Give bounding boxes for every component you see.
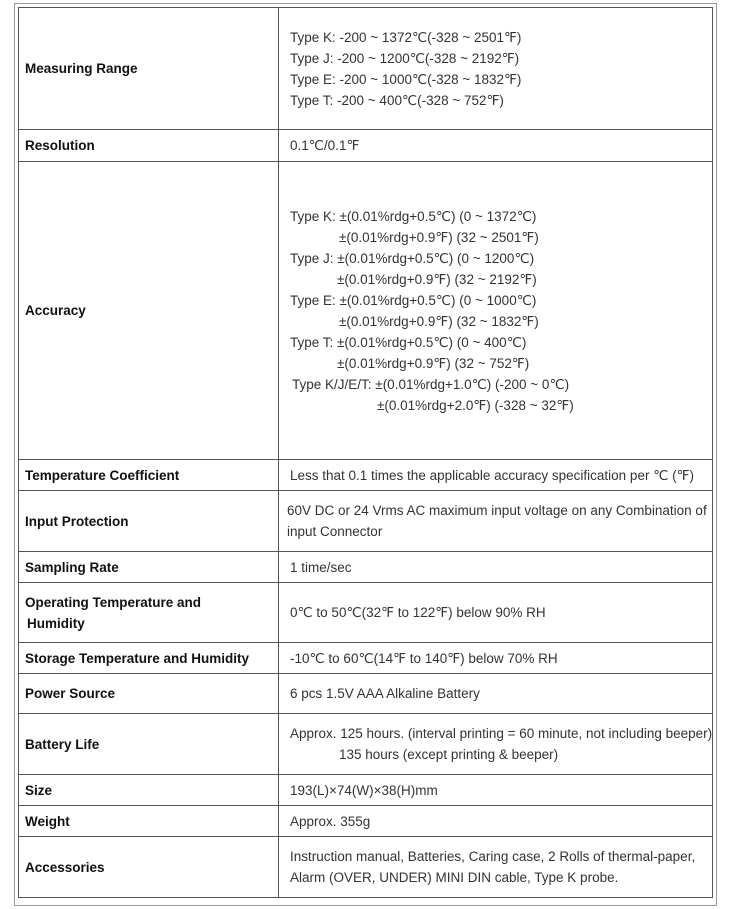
- value-line: Less that 0.1 times the applicable accuracy specification per ℃ (℉): [290, 467, 694, 483]
- row-value: [279, 162, 713, 460]
- row-value: [279, 643, 713, 674]
- row-value: [279, 714, 713, 775]
- row-value: [279, 837, 713, 898]
- row-label: Accuracy: [19, 162, 279, 460]
- value-line: Type J: -200 ~ 1200℃(-328 ~ 2192℉): [290, 50, 520, 66]
- value-line: Approx. 355g: [290, 813, 371, 829]
- value-line: ±(0.01%rdg+0.9℉) (32 ~ 752℉): [337, 355, 530, 371]
- value-line: Approx. 125 hours. (interval printing = 60 minute, not including beeper): [290, 726, 713, 741]
- row-label: Battery Life: [19, 714, 279, 775]
- row-label: Storage Temperature and Humidity: [19, 643, 279, 674]
- value-line: 193(L)×74(W)×38(H)mm: [290, 782, 438, 798]
- row-label-line: Humidity: [27, 615, 85, 631]
- table-row: [19, 460, 713, 491]
- table-row: [19, 775, 713, 806]
- table-row: [19, 583, 713, 643]
- value-line: Type E: -200 ~ 1000℃(-328 ~ 1832℉): [290, 71, 522, 87]
- table-row: [19, 674, 713, 714]
- value-line: ±(0.01%rdg+0.9℉) (32 ~ 2501℉): [339, 229, 539, 245]
- row-label: Size: [19, 775, 279, 806]
- value-line: Instruction manual, Batteries, Caring case, 2 Rolls of thermal-paper, Alarm (OVER, UNDER) MINI DIN cable, Type K probe.: [290, 849, 696, 885]
- table-row: [19, 643, 713, 674]
- value-line: Type T: ±(0.01%rdg+0.5℃) (0 ~ 400℃): [290, 334, 527, 350]
- row-value: [279, 552, 713, 583]
- table-row: [19, 714, 713, 775]
- row-label: Sampling Rate: [19, 552, 279, 583]
- row-label: Measuring Range: [19, 8, 279, 130]
- row-value: [279, 806, 713, 837]
- row-label: [19, 583, 279, 643]
- value-line: Type K/J/E/T: ±(0.01%rdg+1.0℃) (-200 ~ 0℃): [292, 376, 570, 392]
- row-value: [279, 130, 713, 162]
- value-line: 135 hours (except printing & beeper): [339, 747, 559, 762]
- row-label: Weight: [19, 806, 279, 837]
- row-value: [279, 460, 713, 491]
- table-row: [19, 552, 713, 583]
- row-label: Accessories: [19, 837, 279, 898]
- value-line: Type J: ±(0.01%rdg+0.5℃) (0 ~ 1200℃): [290, 250, 535, 266]
- table-row: [19, 162, 713, 460]
- row-label: Input Protection: [19, 491, 279, 552]
- value-line: 0℃ to 50℃(32℉ to 122℉) below 90% RH: [290, 605, 546, 620]
- row-value: [279, 775, 713, 806]
- value-line: Type T: -200 ~ 400℃(-328 ~ 752℉): [290, 92, 504, 108]
- value-line: 60V DC or 24 Vrms AC maximum input voltage on any Combination of input Connector: [287, 503, 707, 539]
- row-value: [279, 674, 713, 714]
- value-line: Type E: ±(0.01%rdg+0.5℃) (0 ~ 1000℃): [290, 292, 537, 308]
- value-line: ±(0.01%rdg+0.9℉) (32 ~ 2192℉): [337, 271, 537, 287]
- row-value: [279, 8, 713, 130]
- value-line: 0.1℃/0.1℉: [290, 138, 360, 153]
- table-row: [19, 806, 713, 837]
- value-line: -10℃ to 60℃(14℉ to 140℉) below 70% RH: [290, 650, 558, 666]
- table-row: [19, 8, 713, 130]
- value-line: Type K: -200 ~ 1372℃(-328 ~ 2501℉): [290, 29, 522, 45]
- value-line: ±(0.01%rdg+0.9℉) (32 ~ 1832℉): [339, 313, 539, 329]
- value-line: Type K: ±(0.01%rdg+0.5℃) (0 ~ 1372℃): [290, 208, 537, 224]
- value-line: 6 pcs 1.5V AAA Alkaline Battery: [290, 686, 480, 701]
- value-line: 1 time/sec: [290, 559, 352, 575]
- row-label: Temperature Coefficient: [19, 460, 279, 491]
- spec-table: [18, 7, 713, 898]
- value-line: ±(0.01%rdg+2.0℉) (-328 ~ 32℉): [377, 397, 574, 413]
- row-label: Power Source: [19, 674, 279, 714]
- row-label: Resolution: [19, 130, 279, 162]
- row-value: [279, 491, 713, 552]
- table-row: [19, 491, 713, 552]
- row-value: [279, 583, 713, 643]
- row-label-line: Operating Temperature and: [25, 594, 202, 610]
- table-row: [19, 130, 713, 162]
- table-row: [19, 837, 713, 898]
